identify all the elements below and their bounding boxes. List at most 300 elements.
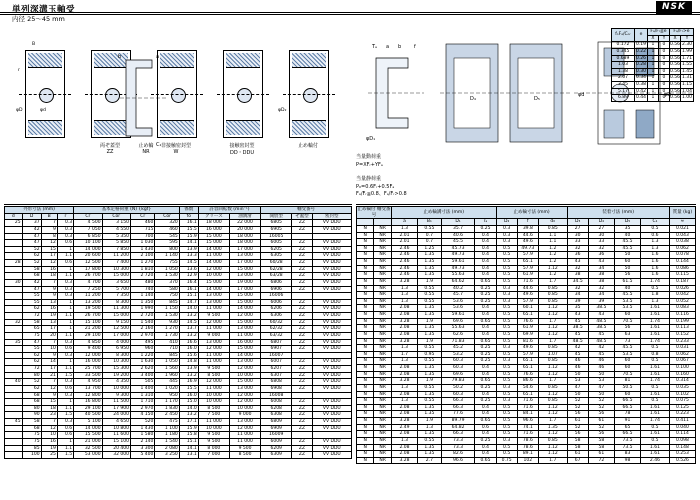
dimensions-cell: 52 — [22, 246, 41, 253]
dimensions-cell: 0.6 — [57, 260, 73, 267]
dimensions-cell: 1 430 — [131, 425, 155, 432]
dimensions-cell: 80 — [22, 405, 41, 412]
dimensions-cell: VV DDU — [312, 279, 351, 286]
snapring-cell: 45 — [588, 331, 614, 338]
snapring-cell: 0.5 — [496, 444, 517, 451]
snapring-cell: 0.55 — [418, 345, 442, 352]
snapring-cell: 0.75 — [496, 457, 517, 464]
dimensions-cell: 9 500 — [198, 313, 229, 320]
snapring-cell: 58 — [588, 437, 614, 444]
snapring-cell: 1.7 — [391, 351, 417, 358]
dimensions-cell: 16006 — [261, 293, 292, 300]
xy-head-e: e — [634, 29, 647, 42]
snapring-cell: 0.4 — [475, 404, 496, 411]
dimensions-cell: 2 100 — [131, 253, 155, 260]
snapring-cell: N — [357, 345, 374, 352]
snapring-cell: 0.062 — [669, 351, 695, 358]
snapring-cell: 1.7 — [538, 318, 567, 325]
equivalent-static-load-block — [356, 176, 556, 199]
dimensions-cell: 0.3 — [57, 392, 73, 399]
snapring-cell: 1.35 — [418, 404, 442, 411]
table-row — [5, 452, 352, 459]
dimensions-cell: 90 — [22, 412, 41, 419]
dynamic-load-title: 当量動荷重 — [356, 154, 382, 160]
dimensions-cell: 62/32 — [261, 326, 292, 333]
table-row — [5, 405, 352, 412]
dimensions-col-header: Cr — [131, 213, 155, 220]
table-row — [357, 331, 696, 338]
dimensions-cell: 13.7 — [179, 326, 198, 333]
dimensions-cell: VV DDU — [312, 306, 351, 313]
xy-cell: 0.42 — [635, 88, 646, 94]
snapring-cell: 40 — [614, 285, 640, 292]
snapring-cell: NR — [374, 371, 391, 378]
snapring-cell: 3.28 — [391, 278, 417, 285]
dimensions-cell: 11 000 — [198, 326, 229, 333]
figure-caption-ring: 止め輪 NR — [138, 143, 154, 155]
snapring-cell: 60.3 — [441, 358, 475, 365]
dimensions-cell: 12 000 — [229, 366, 260, 373]
dimensions-cell: 14 000 — [229, 306, 260, 313]
snapring-cell: 59.61 — [441, 259, 475, 266]
snapring-cell: 43 — [567, 259, 588, 266]
dimensions-cell: 4 950 — [74, 379, 102, 386]
snapring-cell: 0.3 — [496, 239, 517, 246]
snapring-cell: 2.46 — [391, 252, 417, 259]
snapring-cell: 0.6 — [641, 232, 670, 239]
dynamic-load-formula: P=XFᵣ+YFₐ — [356, 161, 383, 168]
snapring-cell: N — [357, 424, 374, 431]
xy-cell: 1.71 — [681, 55, 693, 61]
snapring-cell: 0.25 — [475, 398, 496, 405]
snapring-table-wrap — [356, 206, 696, 464]
snapring-cell: N — [357, 312, 374, 319]
snapring-cell: 46 — [588, 365, 614, 372]
snapring-cell: NR — [374, 259, 391, 266]
snapring-cell: NR — [374, 451, 391, 458]
dimensions-cell: 9 — [41, 293, 57, 300]
table-row — [5, 299, 352, 306]
snapring-cell: 63 — [614, 331, 640, 338]
dimensions-cell: 0.3 — [57, 293, 73, 300]
dimensions-cell: 545 — [155, 233, 179, 240]
dimensions-cell: 5 850 — [102, 240, 130, 247]
svg-text:φD: φD — [664, 92, 672, 98]
snapring-cell: NR — [374, 252, 391, 259]
snapring-cell: 0.526 — [669, 457, 695, 464]
svg-text:f: f — [414, 44, 416, 50]
snapring-cell: 2.08 — [391, 325, 417, 332]
snapring-cell: 60 — [614, 259, 640, 266]
dimensions-cell: 495 — [131, 339, 155, 346]
snapring-cell: 2.01 — [391, 239, 417, 246]
dimensions-cell: 2 720 — [131, 273, 155, 280]
snapring-cell: 86.6 — [517, 378, 538, 385]
snapring-cell: 0.25 — [475, 358, 496, 365]
snapring-cell: 1.61 — [641, 325, 670, 332]
dimensions-cell: 15 300 — [102, 366, 130, 373]
snapring-cell: 45 — [588, 351, 614, 358]
xy-cell: 0 — [658, 55, 669, 62]
dimensions-cell: 75 — [22, 438, 41, 445]
snapring-cell: 1.3 — [391, 437, 417, 444]
snapring-cell: 53.5 — [614, 351, 640, 358]
table-row — [5, 352, 352, 359]
snapring-cell: 0.102 — [669, 391, 695, 398]
snapring-cell: 2.08 — [391, 444, 417, 451]
dimensions-cell: 9 150 — [102, 319, 130, 326]
snapring-cell: 61 — [567, 451, 588, 458]
dimensions-cell: 1 310 — [131, 392, 155, 399]
table-row — [5, 313, 352, 320]
snapring-cell: NR — [374, 345, 391, 352]
dimensions-cell: 53 000 — [74, 452, 102, 459]
dimensions-cell: 1 530 — [155, 273, 179, 280]
housing-assembly-drawing — [440, 34, 570, 154]
dimensions-cell: 16009 — [261, 432, 292, 439]
snapring-cell: 1.7 — [538, 338, 567, 345]
snapring-cell: 61 — [588, 418, 614, 425]
snapring-cell: NR — [374, 278, 391, 285]
snapring-cell: 1.35 — [418, 371, 442, 378]
xy-factor-table — [611, 28, 694, 102]
snapring-cell: 47 — [567, 384, 588, 391]
snapring-cell: 1.3 — [641, 239, 670, 246]
dimensions-cell: 6309 — [261, 452, 292, 459]
snapring-cell: 1.2 — [538, 259, 567, 266]
dimensions-col-header: 密封型 — [312, 213, 351, 220]
figure-caption-zz: 両ぞ蓋型 ZZ — [99, 143, 120, 155]
snapring-cell: 1.12 — [538, 444, 567, 451]
snapring-cell: 89.1 — [517, 451, 538, 458]
snapring-cell: 81.6 — [517, 338, 538, 345]
dimensions-cell: 1 710 — [131, 399, 155, 406]
dimensions-cell — [5, 306, 23, 313]
dimensions-cell: 1 100 — [155, 425, 179, 432]
dimensions-cell — [292, 233, 312, 240]
snapring-cell: 1.12 — [538, 312, 567, 319]
dimensions-cell: 24 000 — [102, 412, 130, 419]
xy-cell: 0.56 — [669, 55, 680, 61]
snapring-cell: 81 — [614, 378, 640, 385]
dimensions-cell: 750 — [155, 293, 179, 300]
dimensions-cell: 1.1 — [57, 313, 73, 320]
dimensions-cell: 35 — [5, 339, 23, 346]
dimensions-cell — [5, 326, 23, 333]
snapring-cell: 1.12 — [538, 404, 567, 411]
dimensions-cell — [5, 346, 23, 353]
dimensions-cell: 7 850 — [102, 246, 130, 253]
dimensions-cell: 15 — [41, 399, 57, 406]
snapring-cell: 50 — [567, 371, 588, 378]
dimensions-cell: 845 — [155, 299, 179, 306]
dimensions-cell: 18 000 — [198, 220, 229, 227]
dimensions-cell: ZZ — [292, 385, 312, 392]
snapring-cell: 0.253 — [669, 451, 695, 458]
xy-cell: 1 — [647, 88, 658, 95]
snapring-cell: 0.5 — [496, 411, 517, 418]
dimensions-cell: 16 — [41, 438, 57, 445]
table-row — [357, 325, 696, 332]
dimensions-cell: 16 — [41, 306, 57, 313]
snapring-cell: 66.3 — [441, 404, 475, 411]
dimensions-cell: VV DDU — [312, 246, 351, 253]
xy-cell: 0 — [658, 82, 669, 89]
snapring-cell: 0.4 — [475, 431, 496, 438]
dimensions-cell: 1.1 — [57, 273, 73, 280]
dimensions-cell: 4 850 — [74, 339, 102, 346]
dimensions-table-wrap — [4, 206, 352, 459]
snapring-cell: 39 — [567, 298, 588, 305]
snapring-cell: 1.1 — [538, 239, 567, 246]
snapring-cell: NR — [374, 298, 391, 305]
snapring-cell: 45.5 — [614, 245, 640, 252]
snapring-cell: 48.5 — [567, 338, 588, 345]
dimensions-cell: 1 540 — [155, 438, 179, 445]
figure-caption-dd: 接触密封型 DD・DDU — [229, 143, 255, 156]
dimensions-cell: 8 — [41, 233, 57, 240]
snapring-cell: 2.08 — [391, 312, 417, 319]
dimensions-cell — [5, 425, 23, 432]
dimensions-cell: 14 000 — [198, 246, 229, 253]
dimensions-cell: VV DDU — [312, 372, 351, 379]
dimensions-cell: 12 — [41, 425, 57, 432]
snapring-cell: 73.3 — [441, 437, 475, 444]
snapring-cell: 0.4 — [475, 371, 496, 378]
snapring-cell: N — [357, 331, 374, 338]
table-row — [357, 404, 696, 411]
dimensions-cell: VV DDU — [312, 419, 351, 426]
snapring-cell: 82.6 — [441, 451, 475, 458]
dimensions-cell: 15.9 — [179, 233, 198, 240]
dimensions-cell: 12 000 — [229, 392, 260, 399]
snapring-cell: NR — [374, 292, 391, 299]
dimensions-cell: ZZ — [292, 346, 312, 353]
snapring-table-body — [357, 225, 696, 464]
dimensions-cell: 4 550 — [102, 226, 130, 233]
snapring-cell: 0.5 — [496, 404, 517, 411]
dimensions-cell: 85 — [22, 445, 41, 452]
snapring-cell: NR — [374, 318, 391, 325]
snapring-cell: 61.9 — [517, 325, 538, 332]
dimensions-cell: 13 000 — [198, 293, 229, 300]
snapring-cell: 2.08 — [391, 305, 417, 312]
snapring-cell: 38.5 — [588, 305, 614, 312]
dimensions-cell: 1.1 — [57, 253, 73, 260]
dimensions-cell: ZZ — [292, 266, 312, 273]
dimensions-cell: 0.6 — [57, 346, 73, 353]
dimensions-cell — [5, 266, 23, 273]
dimensions-cell: 21 — [41, 372, 57, 379]
dimensions-cell: 15.9 — [179, 425, 198, 432]
dimensions-cell: 62 — [22, 359, 41, 366]
snapring-cell: 52 — [567, 424, 588, 431]
dimensions-cell: 1 560 — [155, 366, 179, 373]
dimensions-cell: 0.3 — [57, 226, 73, 233]
snapring-cell: NR — [374, 305, 391, 312]
table-row — [357, 239, 696, 246]
dimensions-col-header: 油潤滑 — [229, 213, 260, 220]
snapring-cell: NR — [374, 411, 391, 418]
dimensions-cell: 520 — [131, 419, 155, 426]
dimensions-cell: 20 — [41, 332, 57, 339]
snapring-cell: 0.85 — [538, 358, 567, 365]
snapring-cell: 0.031 — [669, 345, 695, 352]
snapring-cell: 66.3 — [441, 431, 475, 438]
xy-sub-x2: X — [669, 35, 680, 42]
snapring-cell: 0.4 — [475, 252, 496, 259]
dimensions-cell: 16.1 — [179, 286, 198, 293]
dimensions-cell: 960 — [131, 346, 155, 353]
table-row — [357, 418, 696, 425]
dimensions-cell: 72 — [22, 313, 41, 320]
snapring-cell: 58 — [588, 444, 614, 451]
lt-group-dims: 外形寸法 (mm) — [5, 207, 74, 214]
dimensions-cell: 25 700 — [74, 366, 102, 373]
snapring-cell: 0.5 — [496, 338, 517, 345]
snapring-cell: 1.35 — [418, 444, 442, 451]
dim-B: B — [32, 42, 36, 47]
snapring-col-header — [374, 219, 391, 226]
dimensions-cell: 7 500 — [198, 412, 229, 419]
dimensions-cell: 6206 — [261, 306, 292, 313]
snapring-cell: 3.28 — [391, 338, 417, 345]
snapring-col-header: D₄ — [588, 219, 614, 226]
dimensions-cell: 15 000 — [198, 240, 229, 247]
right-drawing-panel — [356, 26, 696, 205]
table-row — [357, 252, 696, 259]
snapring-cell: 0.4 — [475, 411, 496, 418]
snapring-cell: 1.3 — [641, 298, 670, 305]
table-row — [357, 345, 696, 352]
dimensions-cell — [5, 240, 23, 247]
dimensions-cell: ZZ — [292, 405, 312, 412]
table-row — [357, 232, 696, 239]
snapring-cell: 32 — [588, 245, 614, 252]
snapring-col-headers — [357, 219, 696, 226]
dimensions-cell: 17 900 — [102, 405, 130, 412]
dimensions-cell: 5 350 — [102, 233, 130, 240]
dimensions-cell: 68 — [22, 392, 41, 399]
dimensions-cell: 55 — [22, 293, 41, 300]
lt-group-speed: 許容回転数 (min⁻¹) — [198, 207, 260, 214]
snapring-cell: N — [357, 398, 374, 405]
table-row — [357, 398, 696, 405]
dimensions-cell: 6909 — [261, 425, 292, 432]
dimensions-cell: 1.5 — [57, 412, 73, 419]
snapring-cell: 57.9 — [517, 351, 538, 358]
snapring-cell: 0.55 — [418, 292, 442, 299]
snapring-cell: 0.3 — [496, 437, 517, 444]
dimensions-cell: 3 650 — [102, 279, 130, 286]
table-row — [5, 319, 352, 326]
dimensions-cell: 13.2 — [179, 313, 198, 320]
snapring-table-head — [357, 207, 696, 226]
dimensions-cell: 950 — [155, 392, 179, 399]
xy-cell: 0.689 — [611, 55, 634, 62]
snapring-cell: 52 — [588, 398, 614, 405]
dimensions-col-header: fo — [179, 213, 198, 220]
snapring-cell: 0.5 — [641, 384, 670, 391]
dimensions-cell: 4 000 — [102, 339, 130, 346]
dimensions-cell: 68 — [22, 399, 41, 406]
snapring-cell: 1.74 — [641, 338, 670, 345]
dimensions-cell: 6308 — [261, 412, 292, 419]
snapring-cell: N — [357, 305, 374, 312]
dimensions-cell: 1.1 — [57, 366, 73, 373]
snapring-cell: 65 — [614, 424, 640, 431]
snapring-cell: 1.61 — [641, 331, 670, 338]
dimensions-cell: 16.0 — [179, 392, 198, 399]
dimensions-cell: 1 — [57, 266, 73, 273]
xy-cell: 0 — [658, 68, 669, 75]
dimensions-cell: 1.1 — [57, 405, 73, 412]
svg-text:φd: φd — [578, 92, 585, 98]
page-subtitle: 内径 25～45 mm — [12, 15, 65, 23]
dimensions-cell: 1 220 — [131, 352, 155, 359]
xy-cell: 0.38 — [635, 82, 646, 87]
snapring-cell: 45.5 — [441, 239, 475, 246]
dimensions-cell: 10 300 — [102, 359, 130, 366]
snapring-cell: 1.9 — [418, 418, 442, 425]
dimensions-cell: 1 540 — [131, 319, 155, 326]
snapring-cell: 38 — [567, 272, 588, 279]
snapring-cell: 0.4 — [475, 232, 496, 239]
dimensions-cell: 80 — [22, 372, 41, 379]
centerline — [217, 94, 269, 95]
snapring-cell: 1.61 — [641, 431, 670, 438]
dimensions-cell: 17 000 — [229, 246, 260, 253]
snapring-cell: 56 — [588, 431, 614, 438]
snapring-cell: 32 — [567, 245, 588, 252]
snapring-col-header: D₅ — [614, 219, 640, 226]
table-row — [5, 273, 352, 280]
dimensions-cell: 16.4 — [179, 279, 198, 286]
table-row — [357, 391, 696, 398]
dimensions-cell: ZZ — [292, 313, 312, 320]
snapring-cell: N — [357, 444, 374, 451]
dimensions-cell: 0.3 — [57, 286, 73, 293]
snapring-cell: NR — [374, 378, 391, 385]
outer-ring-hatch-bottom — [226, 120, 260, 135]
snapring-cell: 35 — [567, 305, 588, 312]
snapring-cell: 40.6 — [441, 232, 475, 239]
dimensions-cell: 6806 — [261, 279, 292, 286]
snapring-cell: 79.83 — [441, 378, 475, 385]
dimensions-cell: 10 000 — [229, 372, 260, 379]
dimensions-cell: 23 — [41, 412, 57, 419]
dimensions-cell: 2 080 — [155, 445, 179, 452]
dimensions-cell: 62 — [22, 253, 41, 260]
table-row — [5, 279, 352, 286]
dimensions-cell: 15.1 — [179, 438, 198, 445]
dim-phiD: φD — [16, 108, 23, 113]
dimensions-cell: 6805 — [261, 220, 292, 227]
snapring-cell: 0.5 — [496, 431, 517, 438]
dimensions-cell: VV DDU — [312, 286, 351, 293]
dimensions-cell: 10 000 — [198, 273, 229, 280]
rt-group-mount: 装着寸法 (mm) — [567, 207, 669, 219]
dimensions-cell: 12 500 — [74, 260, 102, 267]
snapring-cell: 1.35 — [418, 431, 442, 438]
dimensions-cell: 370 — [155, 279, 179, 286]
snapring-cell: 2.7 — [418, 457, 442, 464]
dim-r: r — [18, 68, 20, 73]
dimensions-cell: 63/32 — [261, 332, 292, 339]
snapring-cell: 2.08 — [391, 365, 417, 372]
snapring-cell: 1.35 — [418, 305, 442, 312]
centerline — [283, 94, 335, 95]
